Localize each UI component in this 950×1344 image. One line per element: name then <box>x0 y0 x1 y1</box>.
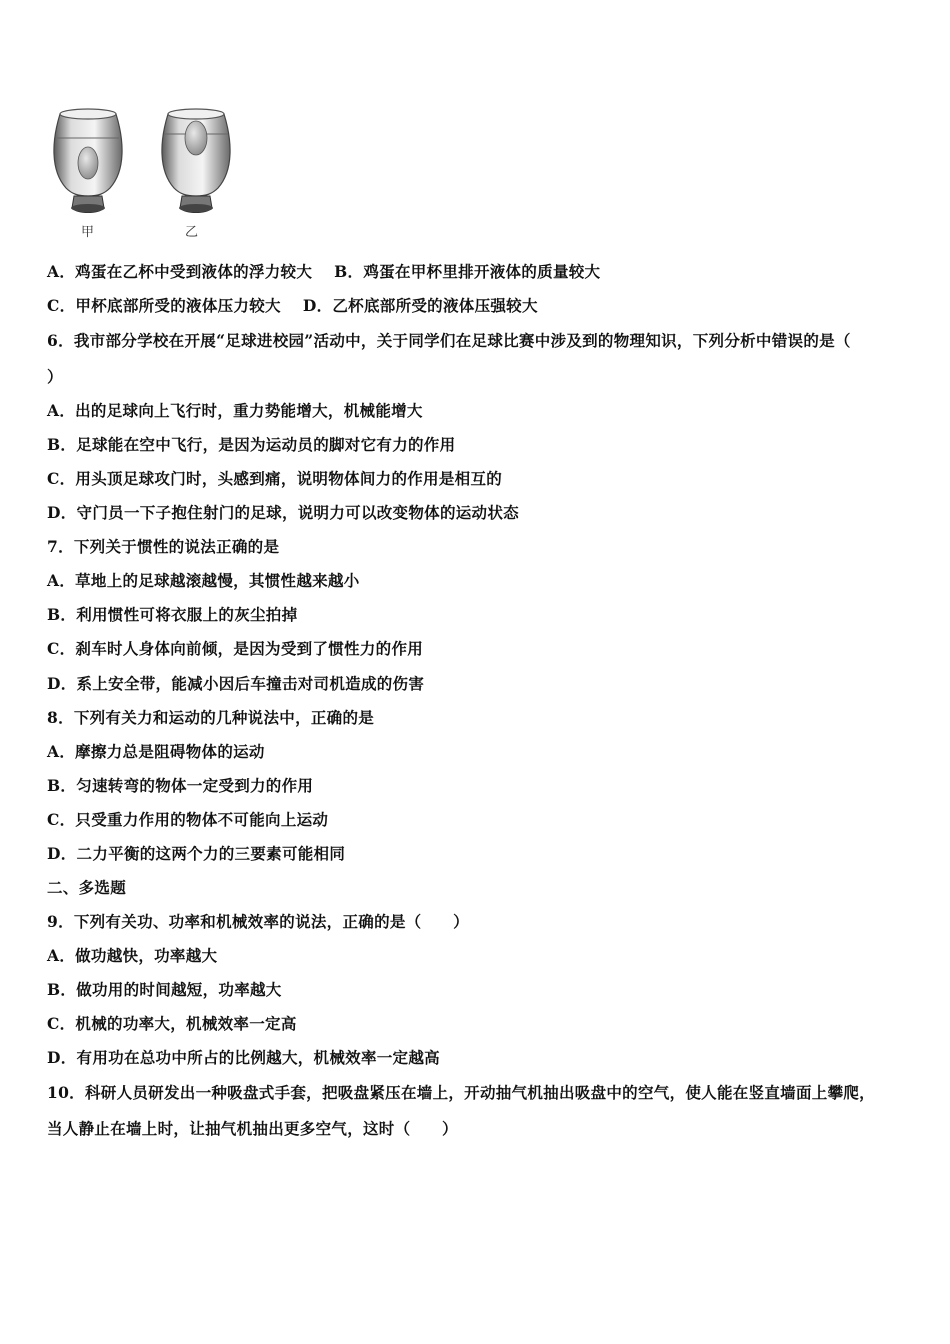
cup-label-jia: 甲 <box>81 225 95 240</box>
q7-option-a: A．草地上的足球越滚越慢，其惯性越来越小 <box>47 571 360 590</box>
q7-stem: 7．下列关于惯性的说法正确的是 <box>47 537 280 556</box>
q10-stem-line1: 10．科研人员研发出一种吸盘式手套，把吸盘紧压在墙上，开动抽气机抽出吸盘中的空气，使人能在竖直墙面上攀爬， <box>47 1083 875 1102</box>
section-heading-multiple-choice: 二、多选题 <box>47 878 127 897</box>
q8-option-a: A．摩擦力总是阻碍物体的运动 <box>47 742 265 761</box>
q7-option-c: C．刹车时人身体向前倾，是因为受到了惯性力的作用 <box>47 639 424 658</box>
q7-option-d: D．系上安全带，能减小因后车撞击对司机造成的伤害 <box>47 674 425 693</box>
q5-option-b: B．鸡蛋在甲杯里排开液体的质量较大 <box>334 262 601 281</box>
q6-option-c: C．用头顶足球攻门时，头感到痛，说明物体间力的作用是相互的 <box>47 469 503 488</box>
q5-options-row2 <box>47 294 538 316</box>
q9-option-a: A．做功越快，功率越大 <box>47 946 218 965</box>
egg-cups-figure <box>48 100 248 242</box>
q6-stem: 6．我市部分学校在开展“足球进校园”活动中，关于同学们在足球比赛中涉及到的物理知识，下列分析中错误的是（ <box>47 331 851 350</box>
q6-option-d: D．守门员一下子抱住射门的足球，说明力可以改变物体的运动状态 <box>47 503 519 522</box>
q8-option-b: B．匀速转弯的物体一定受到力的作用 <box>47 776 314 795</box>
q5-option-a: A．鸡蛋在乙杯中受到液体的浮力较大 <box>47 262 313 281</box>
q5-option-d: D．乙杯底部所受的液体压强较大 <box>302 296 538 315</box>
q7-option-b: B．利用惯性可将衣服上的灰尘拍掉 <box>47 605 298 624</box>
q6-stem-end: ） <box>47 367 63 386</box>
q5-option-c: C．甲杯底部所受的液体压力较大 <box>47 296 281 315</box>
q9-stem: 9．下列有关功、功率和机械效率的说法，正确的是（ ） <box>47 912 469 931</box>
cup-label-yi: 乙 <box>185 225 199 240</box>
q9-option-c: C．机械的功率大，机械效率一定高 <box>47 1014 297 1033</box>
q8-option-d: D．二力平衡的这两个力的三要素可能相同 <box>47 844 346 863</box>
cup-jia <box>54 109 122 213</box>
q8-stem: 8．下列有关力和运动的几种说法中，正确的是 <box>47 708 375 727</box>
q6-option-a: A．出的足球向上飞行时，重力势能增大，机械能增大 <box>47 401 423 420</box>
egg-cups-image <box>48 100 248 218</box>
q5-options-row1 <box>47 260 600 282</box>
cup-yi <box>162 109 230 213</box>
q6-option-b: B．足球能在空中飞行，是因为运动员的脚对它有力的作用 <box>47 435 456 454</box>
q9-option-b: B．做功用的时间越短，功率越大 <box>47 980 282 999</box>
q9-option-d: D．有用功在总功中所占的比例越大，机械效率一定越高 <box>47 1048 440 1067</box>
q8-option-c: C．只受重力作用的物体不可能向上运动 <box>47 810 329 829</box>
q10-stem-line2: 当人静止在墙上时，让抽气机抽出更多空气，这时（ ） <box>47 1119 458 1138</box>
